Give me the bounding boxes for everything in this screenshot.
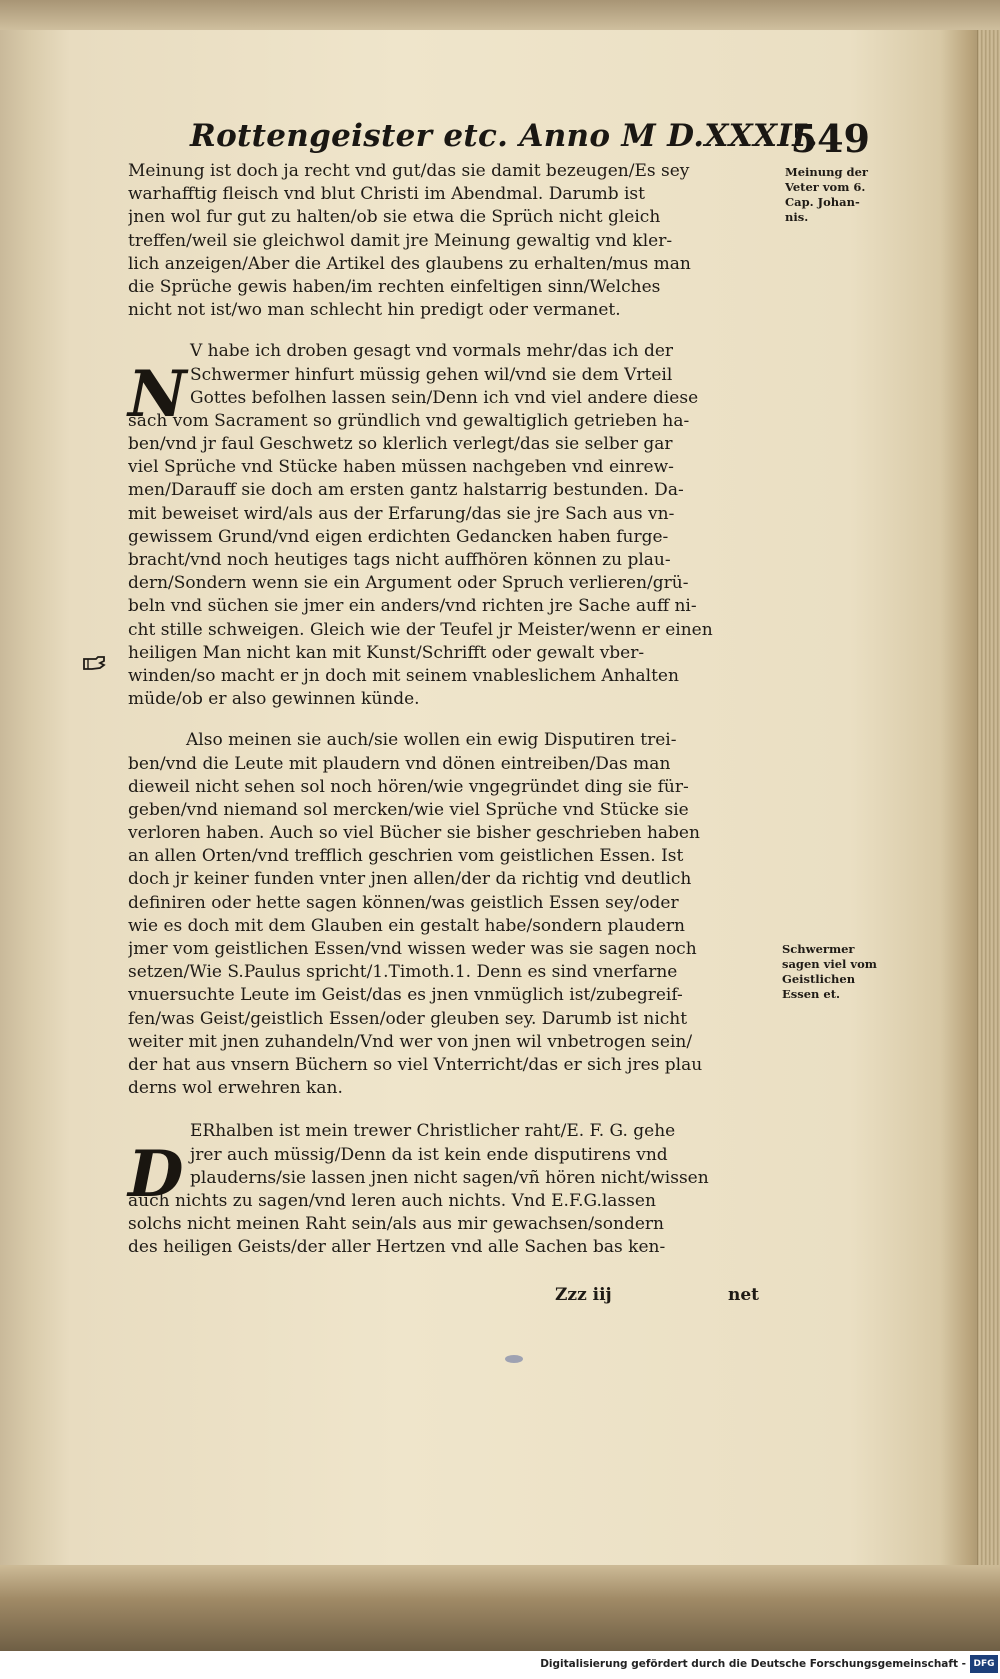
margin-note-line: Schwermer: [782, 942, 855, 956]
text-line: jrer auch müssig/Denn da ist kein ende disputirens vnd: [190, 1144, 668, 1165]
paragraph-3: [128, 729, 778, 1100]
text-line: Schwermer hinfurt müssig gehen wil/vnd sie dem Vrteil: [190, 364, 673, 385]
margin-note-line: Geistlichen: [782, 972, 856, 986]
text-line: cht stille schweigen. Gleich wie der Teufel jr Meister/wenn er einen: [128, 619, 713, 640]
text-line: jmer vom geistlichen Essen/vnd wissen weder was sie sagen noch: [128, 939, 697, 959]
text-line: weiter mit jnen zuhandeln/Vnd wer von jnen wil vnbetrogen sein/: [128, 1031, 693, 1052]
text-line: winden/so macht er jn doch mit seinem vnableslichem Anhalten: [128, 665, 679, 686]
text-line: auch nichts zu sagen/vnd leren auch nichts. Vnd E.F.G.lassen: [128, 1190, 656, 1211]
text-line: fen/was Geist/geistlich Essen/oder gleuben sey. Darumb ist nicht: [128, 1008, 688, 1029]
margin-note-line: Cap. Johan-: [785, 195, 860, 209]
margin-note-line: sagen viel vom: [782, 957, 877, 971]
drop-cap-d: D: [128, 1137, 184, 1212]
body-text: [128, 160, 778, 1259]
text-line: V habe ich droben gesagt vnd vormals mehr/das ich der: [190, 341, 674, 362]
dfg-logo-icon: DFG: [970, 1655, 998, 1673]
margin-note-line: Meinung der: [785, 165, 868, 179]
text-line: derns wol erwehren kan.: [128, 1078, 343, 1099]
signature-mark: Zzz iij: [555, 1285, 612, 1305]
text-line: Gottes befolhen lassen sein/Denn ich vnd viel andere diese: [190, 387, 699, 408]
text-line: die Sprüche gewis haben/im rechten einfeltigen sinn/Welches: [128, 276, 661, 297]
digitization-footer: [0, 1651, 1000, 1679]
text-line: geben/vnd niemand sol mercken/wie viel Sprüche vnd Stücke sie: [128, 799, 689, 820]
text-line: treffen/weil sie gleichwol damit jre Meinung gewaltig vnd kler-: [128, 230, 673, 251]
text-line: müde/ob er also gewinnen künde.: [128, 689, 420, 710]
text-line: viel Sprüche vnd Stücke haben müssen nachgeben vnd einrew-: [128, 457, 674, 478]
margin-note-line: Veter vom 6.: [785, 180, 866, 194]
text-line: gewissem Grund/vnd eigen erdichten Gedancken haben furge-: [128, 526, 669, 547]
text-line: doch jr keiner funden vnter jnen allen/der da richtig vnd deutlich: [128, 869, 692, 890]
text-line: vnuersuchte Leute im Geist/das es jnen vnmüglich ist/zubegreif-: [128, 985, 683, 1006]
margin-note-line: nis.: [785, 210, 809, 224]
margin-note-schwermer: [782, 942, 877, 1002]
paragraph-2: [128, 340, 778, 711]
running-title: Rottengeister etc. Anno M D.XXXII.: [190, 118, 819, 154]
text-line: mit beweiset wird/als aus der Erfarung/das sie jre Sach aus vn-: [128, 503, 675, 524]
margin-note-meinung: [785, 165, 868, 225]
drop-cap-n: N: [128, 357, 187, 432]
text-line: jnen wol fur gut zu halten/ob sie etwa die Sprüch nicht gleich: [128, 207, 661, 228]
text-line: nicht not ist/wo man schlecht hin predigt oder vermanet.: [128, 300, 621, 321]
text-line: dern/Sondern wenn sie ein Argument oder Spruch verlieren/grü-: [128, 573, 689, 594]
paragraph-1: [128, 160, 778, 322]
text-line: sach vom Sacrament so gründlich vnd gewaltiglich getrieben ha-: [128, 410, 690, 431]
text-line: ben/vnd die Leute mit plaudern vnd dönen eintreiben/Das man: [128, 753, 671, 774]
text-line: wie es doch mit dem Glauben ein gestalt habe/sondern plaudern: [128, 915, 685, 936]
text-line: warhafftig fleisch vnd blut Christi im Abendmal. Darumb ist: [128, 184, 645, 205]
text-line: definiren oder hette sagen können/was geistlich Essen sey/oder: [128, 892, 679, 913]
text-line: Meinung ist doch ja recht vnd gut/das sie damit bezeugen/Es sey: [128, 161, 690, 181]
margin-note-line: Essen et.: [782, 987, 841, 1001]
manicule-icon: [82, 655, 108, 673]
catchword: net: [728, 1285, 760, 1305]
text-line: lich anzeigen/Aber die Artikel des glaubens zu erhalten/mus man: [128, 253, 691, 274]
text-line: heiligen Man nicht kan mit Kunst/Schrifft oder gewalt vber-: [128, 642, 645, 663]
text-line: des heiligen Geists/der aller Hertzen vnd alle Sachen bas ken-: [128, 1237, 666, 1258]
text-line: an allen Orten/vnd trefflich geschrien vom geistlichen Essen. Ist: [128, 846, 684, 867]
text-line: setzen/Wie S.Paulus spricht/1.Timoth.1. Denn es sind vnerfarne: [128, 962, 678, 983]
page-bottom-edge: [0, 1565, 1000, 1651]
text-line: bracht/vnd noch heutiges tags nicht auffhören können zu plau-: [128, 550, 671, 570]
text-line: der hat aus vnsern Büchern so viel Vnterricht/das er sich jres plau: [128, 1054, 703, 1075]
paragraph-4: [128, 1120, 778, 1259]
text-line: Also meinen sie auch/sie wollen ein ewig Disputiren trei-: [186, 730, 677, 751]
page-right-edge: [977, 30, 1000, 1570]
text-line: solchs nicht meinen Raht sein/als aus mir gewachsen/sondern: [128, 1214, 664, 1235]
page-top-edge: [0, 0, 1000, 30]
text-line: ben/vnd jr faul Geschwetz so klerlich verlegt/das sie selber gar: [128, 434, 673, 455]
page-number: 549: [790, 116, 870, 161]
text-line: verloren haben. Auch so viel Bücher sie bisher geschrieben haben: [128, 823, 700, 844]
text-line: plauderns/sie lassen jnen nicht sagen/vñ hören nicht/wissen: [190, 1167, 709, 1188]
text-line: ERhalben ist mein trewer Christlicher raht/E. F. G. gehe: [190, 1121, 676, 1142]
footer-credit: Digitalisierung gefördert durch die Deutsche Forschungsgemeinschaft -: [540, 1658, 966, 1670]
text-line: men/Darauff sie doch am ersten gantz halstarrig bestunden. Da-: [128, 480, 684, 501]
ink-smudge: [505, 1355, 523, 1363]
text-line: beln vnd süchen sie jmer ein anders/vnd richten jre Sache auff ni-: [128, 596, 697, 617]
text-line: dieweil nicht sehen sol noch hören/wie vngegründet ding sie für-: [128, 776, 689, 797]
